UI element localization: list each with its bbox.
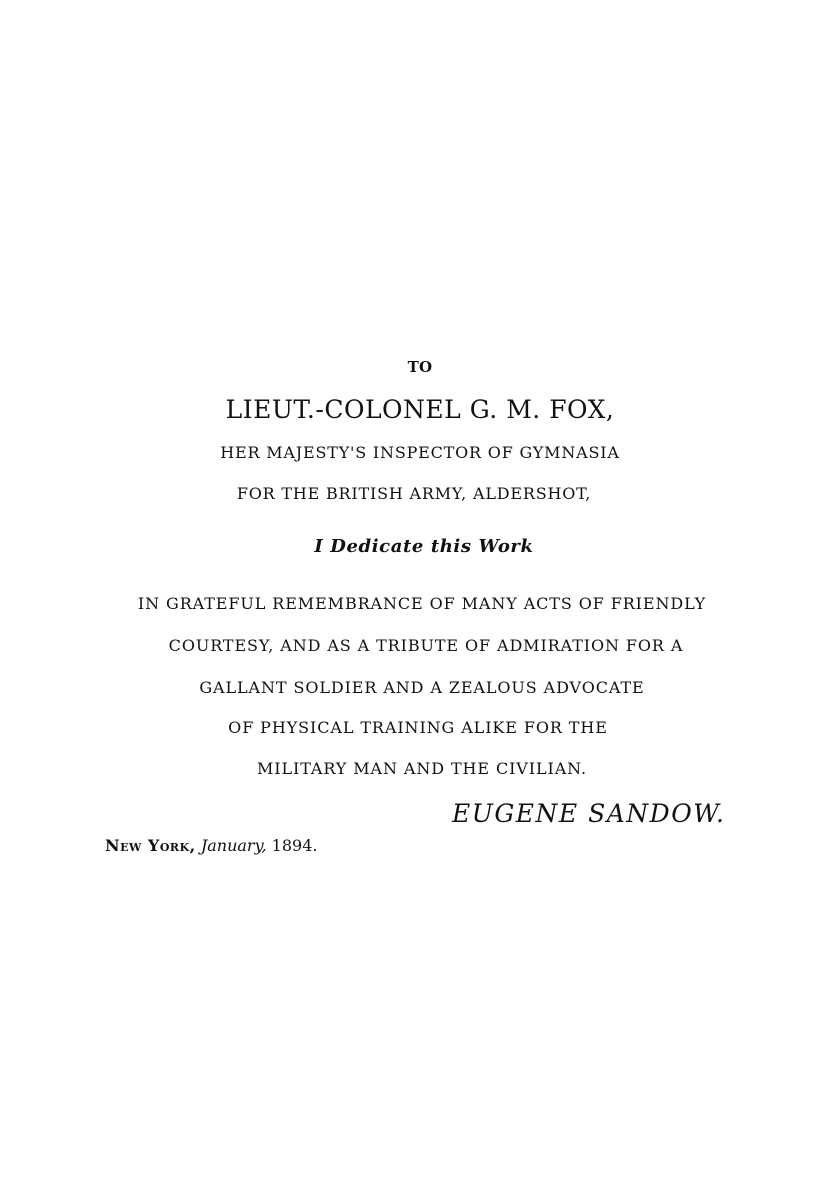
body-line-1: IN GRATEFUL REMEMBRANCE OF MANY ACTS OF FRIENDLY: [137, 594, 707, 613]
body-line-4: OF PHYSICAL TRAINING ALIKE FOR THE: [228, 718, 608, 737]
body-line-3: GALLANT SOLDIER AND A ZEALOUS ADVOCATE: [199, 678, 645, 697]
honoree-title-line-1: HER MAJESTY'S INSPECTOR OF GYMNASIA: [220, 443, 620, 462]
dateline: [105, 836, 317, 855]
body-line-5: MILITARY MAN AND THE CIVILIAN.: [256, 759, 588, 778]
dedication-line: I Dedicate this Work: [314, 536, 534, 557]
dateline-place: New York,: [105, 836, 196, 855]
honoree-name: LIEUT.-COLONEL G. M. FOX,: [225, 395, 615, 424]
dateline-year: 1894.: [271, 836, 318, 855]
author-signature: EUGENE SANDOW.: [452, 799, 726, 828]
to-heading: TO: [407, 358, 433, 376]
dateline-month: January,: [200, 836, 267, 855]
body-line-2: COURTESY, AND AS A TRIBUTE OF ADMIRATION FOR A: [168, 636, 684, 655]
honoree-title-line-2: FOR THE BRITISH ARMY, ALDERSHOT,: [236, 484, 592, 503]
